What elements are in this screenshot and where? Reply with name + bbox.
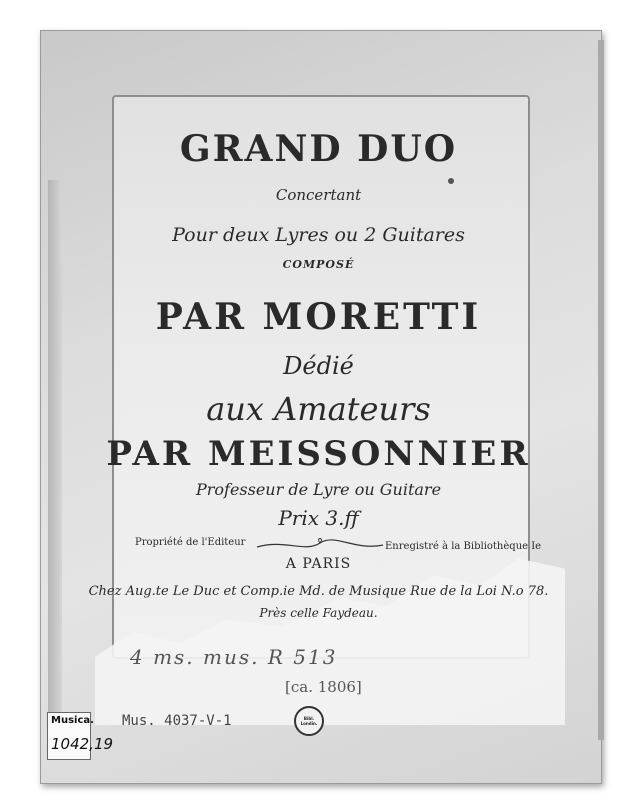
publisher-city: A PARIS (285, 556, 352, 572)
dedication-text: aux Amateurs (206, 390, 431, 428)
composer-name: PAR MORETTI (155, 296, 482, 338)
handwritten-catalog: Mus. 4037-V-1 (122, 713, 232, 729)
library-note: Enregistré à la Bibliothèque Ie (385, 541, 542, 552)
library-label (47, 712, 114, 760)
profession-text: Professeur de Lyre ou Guitare (195, 480, 442, 499)
library-stamp (294, 706, 324, 736)
dedicatee-name: PAR MEISSONNIER (106, 434, 531, 474)
price-text: Prix 3.ff (278, 506, 359, 530)
handwritten-shelfmark: 4 ms. mus. R 513 (130, 645, 338, 669)
dedie-text: Dédié (283, 352, 354, 380)
label-top-text: Musica. (51, 715, 94, 726)
ink-spot (448, 178, 454, 184)
handwritten-date: [ca. 1806] (285, 678, 362, 696)
title-compose: COMPOSÉ (282, 258, 355, 271)
label-number: 1042,19 (51, 735, 114, 753)
title-heading: GRAND DUO (179, 128, 458, 170)
publisher-address: Chez Aug.te Le Duc et Comp.ie Md. de Musique Rue de la Loi N.o 78. (88, 584, 549, 599)
publisher-near: Près celle Faydeau. (259, 606, 378, 620)
stamp-text: Bibl. Londin. (300, 716, 318, 726)
flourish-ornament (255, 535, 385, 555)
title-instruments: Pour deux Lyres ou 2 Guitares (172, 224, 465, 246)
title-concertant: Concertant (275, 186, 362, 204)
editor-note: Propriété de l'Editeur (135, 537, 246, 548)
